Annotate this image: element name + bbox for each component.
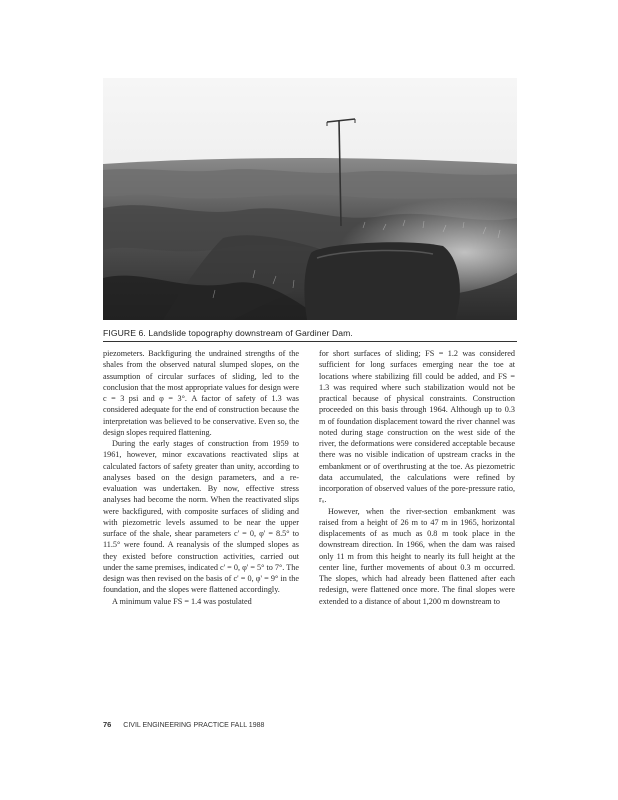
figure-caption-row: [103, 328, 517, 342]
paragraph: piezometers. Backfiguring the undrained strengths of the shales from the observed natural slumped slopes, on the assumption of circular surfaces of sliding, led to the conclusion that the most appropriate values for design were c = 3 psi and φ = 3°. A factor of safety of 1.3 was considered adequate for the end of construction because the interpretation was believed to be conservative. Even so, the design slopes required flattening.: [103, 349, 299, 437]
figure-photo: [103, 78, 517, 320]
paragraph: However, when the river-section embankment was raised from a height of 26 m to 47 m in 1965, horizontal displacements of as much as 0.8 m took place in the downstream direction. In 1966, when the dam was raised only 11 m from this height to nearly its full height at the center line, further movements of about 0.3 m occurred. The slopes, which had already been flattened after each redesign, were flattened once more. The final slopes were extended to a distance of about 1,200 m downstream to: [319, 506, 515, 606]
left-column: [103, 348, 299, 607]
paragraph: During the early stages of construction from 1959 to 1961, however, minor excavations reactivated slips at calculated factors of safety greater than unity, according to analyses based on the design parameters, and a re-evaluation was undertaken. By now, effective stress analyses had become the norm. When the reactivated slips were backfigured, with composite surfaces of sliding and with piezometric levels assumed to be near the upper surface of the shale, shear parameters c' = 0, φ' = 8.5° to 11.5° were found. A reanalysis of the slumped slopes as they existed before construction activities, carried out under the same premises, indicated c' = 0, φ' = 5° to 7°. The design was then revised on the basis of c' = 0, φ' = 9° in the foundation, and the slopes were flattened accordingly.: [103, 439, 299, 595]
figure-caption: FIGURE 6. Landslide topography downstream of Gardiner Dam.: [103, 328, 353, 338]
right-column: [319, 348, 515, 607]
paragraph: for short surfaces of sliding; FS = 1.2 was considered sufficient for long surfaces emerging near the toe at locations where stabilizing fill could be added, and FS = 1.3 was required where such stabilization would not be practical because of physical constraints. Construction proceeded on this basis through 1964. Although up to 0.3 m of foundation displacement toward the river channel was noted during stage construction on the west side of the river, the deformations were considered acceptable because there was no visible indication of upstream cracks in the embankment or of overthrusting at the toe. As piezometric data accumulated, the calculations were refined by incorporation of observed values of the pore-pressure ratio, rᵤ.: [319, 349, 515, 505]
page-number: 76: [103, 720, 112, 729]
landslide-photo: [103, 78, 517, 320]
page-footer: [103, 720, 264, 729]
body-text: [103, 348, 517, 698]
journal-name: CIVIL ENGINEERING PRACTICE FALL 1988: [123, 722, 265, 729]
paragraph: A minimum value FS = 1.4 was postulated: [112, 596, 252, 606]
